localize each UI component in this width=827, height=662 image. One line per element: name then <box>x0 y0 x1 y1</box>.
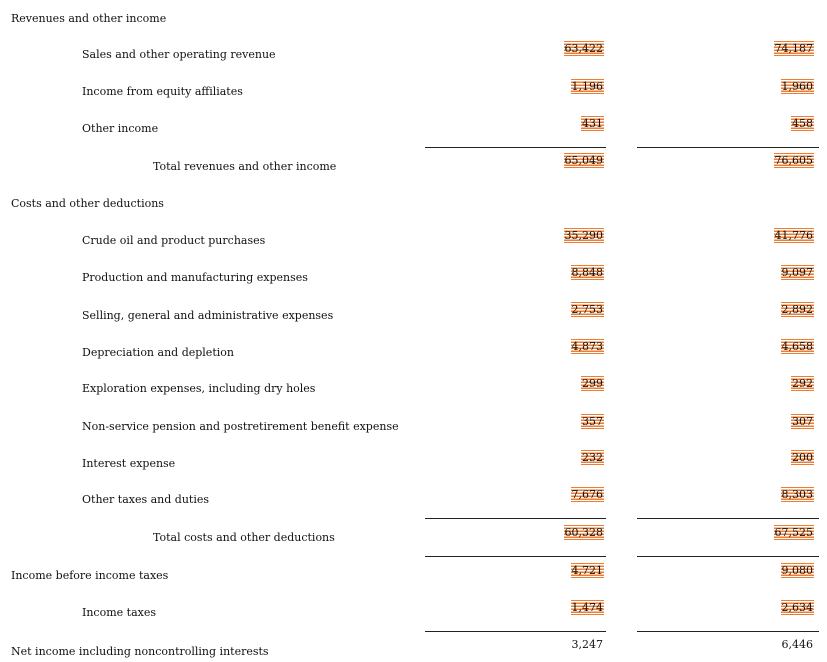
value-c1-production-and-manufacturing-expenses: 8,848 <box>571 266 603 279</box>
value-c2-income-taxes: 2,634 <box>781 601 813 614</box>
value-c1-net-income-including-noncontrolling-interests: 3,247 <box>571 638 603 651</box>
value-c1-income-taxes: 1,474 <box>571 601 603 614</box>
row-label-income-from-equity-affiliates: Income from equity affiliates <box>82 85 243 98</box>
value-c1-crude-oil-and-product-purchases: 35,290 <box>564 229 603 242</box>
total-rule-c1-total-costs-and-other-deductions <box>425 518 606 519</box>
value-c2-income-from-equity-affiliates: 1,960 <box>781 80 813 93</box>
total-rule-c2-total-costs-and-other-deductions <box>637 518 819 519</box>
row-label-total-costs-and-other-deductions: Total costs and other deductions <box>153 531 335 544</box>
row-label-other-income: Other income <box>82 122 159 135</box>
total-rule-c2-total-revenues-and-other-income <box>637 147 819 148</box>
row-label-depreciation-and-depletion: Depreciation and depletion <box>82 346 234 359</box>
value-c1-other-income: 431 <box>582 117 603 130</box>
total-rule-c1-income-before-income-taxes <box>425 556 606 557</box>
row-label-non-service-pension-and-postretirement-benefit-expense: Non-service pension and postretirement benefit expense <box>82 420 399 433</box>
value-c1-depreciation-and-depletion: 4,873 <box>571 340 603 353</box>
value-c2-other-income: 458 <box>792 117 813 130</box>
value-c1-total-revenues-and-other-income: 65,049 <box>564 154 603 167</box>
value-c1-other-taxes-and-duties: 7,676 <box>571 488 603 501</box>
value-c1-total-costs-and-other-deductions: 60,328 <box>564 526 603 539</box>
value-c2-production-and-manufacturing-expenses: 9,097 <box>781 266 813 279</box>
value-c2-net-income-including-noncontrolling-interests: 6,446 <box>781 638 813 651</box>
value-c1-interest-expense: 232 <box>582 451 603 464</box>
value-c1-sales-and-other-operating-revenue: 63,422 <box>564 42 603 55</box>
value-c2-depreciation-and-depletion: 4,658 <box>781 340 813 353</box>
total-rule-c2-income-before-income-taxes <box>637 556 819 557</box>
value-c2-income-before-income-taxes: 9,080 <box>781 564 813 577</box>
value-c2-interest-expense: 200 <box>792 451 813 464</box>
row-label-interest-expense: Interest expense <box>82 457 176 470</box>
row-label-income-before-income-taxes: Income before income taxes <box>11 569 169 582</box>
row-label-net-income-including-noncontrolling-interests: Net income including noncontrolling interests <box>11 645 269 658</box>
row-label-total-revenues-and-other-income: Total revenues and other income <box>153 160 337 173</box>
value-c1-non-service-pension-and-postretirement-benefit-expense: 357 <box>582 415 603 428</box>
row-label-other-taxes-and-duties: Other taxes and duties <box>82 493 210 506</box>
value-c1-income-from-equity-affiliates: 1,196 <box>571 80 603 93</box>
row-label-production-and-manufacturing-expenses: Production and manufacturing expenses <box>82 271 308 284</box>
value-c2-total-costs-and-other-deductions: 67,525 <box>774 526 813 539</box>
value-c2-total-revenues-and-other-income: 76,605 <box>774 154 813 167</box>
value-c2-selling-general-and-administrative-expenses: 2,892 <box>781 303 813 316</box>
value-c2-non-service-pension-and-postretirement-benefit-expense: 307 <box>792 415 813 428</box>
row-label-income-taxes: Income taxes <box>82 606 156 619</box>
value-c2-exploration-expenses-including-dry-holes: 292 <box>792 377 813 390</box>
value-c1-income-before-income-taxes: 4,721 <box>571 564 603 577</box>
value-c2-other-taxes-and-duties: 8,303 <box>781 488 813 501</box>
row-label-crude-oil-and-product-purchases: Crude oil and product purchases <box>82 234 266 247</box>
row-label-exploration-expenses-including-dry-holes: Exploration expenses, including dry holes <box>82 382 316 395</box>
row-label-sales-and-other-operating-revenue: Sales and other operating revenue <box>82 48 276 61</box>
total-rule-c2-net-income-including-noncontrolling-interests <box>637 631 819 632</box>
value-c2-sales-and-other-operating-revenue: 74,187 <box>774 42 813 55</box>
row-label-selling-general-and-administrative-expenses: Selling, general and administrative expenses <box>82 309 334 322</box>
value-c1-exploration-expenses-including-dry-holes: 299 <box>582 377 603 390</box>
row-label-revenues-and-other-income: Revenues and other income <box>11 12 167 25</box>
value-c2-crude-oil-and-product-purchases: 41,776 <box>774 229 813 242</box>
row-label-costs-and-other-deductions: Costs and other deductions <box>11 197 164 210</box>
total-rule-c1-total-revenues-and-other-income <box>425 147 606 148</box>
value-c1-selling-general-and-administrative-expenses: 2,753 <box>571 303 603 316</box>
total-rule-c1-net-income-including-noncontrolling-interests <box>425 631 606 632</box>
